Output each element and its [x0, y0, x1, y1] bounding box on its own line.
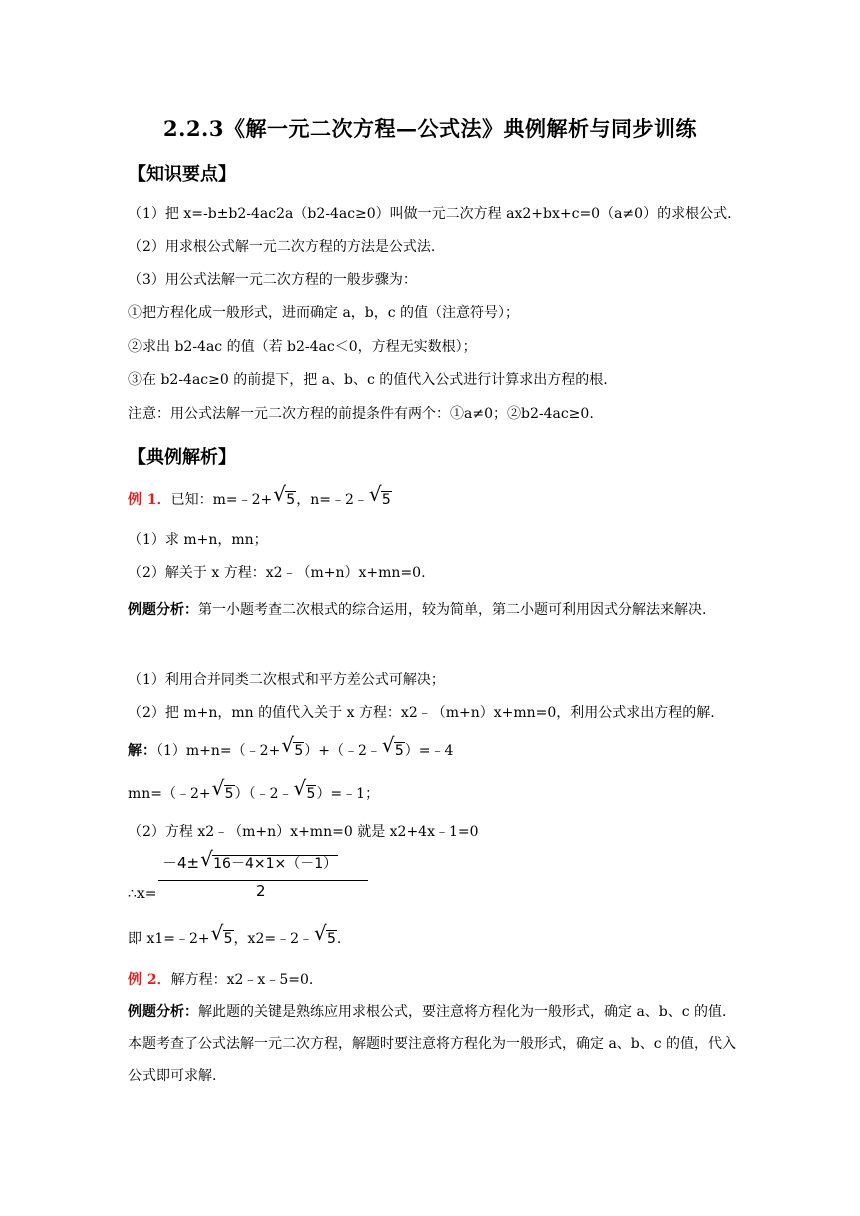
section-heading-knowledge: 【知识要点】: [128, 164, 236, 185]
quadratic-formula-fraction: [128, 847, 388, 902]
example-2-analysis: 例题分析：解此题的关键是熟练应用求根公式，要注意将方程化为一般形式，确定 a、b、c 的值．本题考查了公式法解一元二次方程，解题时要注意将方程化为一般形式，确定 a、b、c 的值，代入公式即可求解.: [128, 1004, 737, 1084]
example-label: 例 1．: [128, 492, 171, 508]
knowledge-point: ②求出 b2-4ac 的值（若 b2-4ac＜0，方程无实数根）；: [128, 339, 477, 355]
fraction-denominator: 2: [256, 882, 266, 900]
example-1-analysis: 例题分析：第一小题考查二次根式的综合运用，较为简单，第二小题可利用因式分解法来解决.: [128, 602, 707, 618]
analysis-label: 例题分析：: [128, 1004, 198, 1020]
sqrt-symbol: √ 16－4×1×（－1）: [200, 847, 338, 872]
knowledge-point: ①把方程化成一般形式，进而确定 a，b，c 的值（注意符号）；: [128, 305, 520, 321]
sqrt-symbol: √ 5: [381, 733, 404, 759]
example-1-analysis-1: （1）利用合并同类二次根式和平方差公式可解决；: [128, 672, 445, 688]
example-1-given: 例 1．已知：m=﹣2+ √ 5，n=﹣2﹣ √ 5: [128, 482, 391, 508]
page-title: 2.2.3《解一元二次方程—公式法》典例解析与同步训练: [163, 116, 697, 141]
example-label: 例 2．: [128, 972, 171, 988]
solution-label: 解：: [128, 743, 156, 759]
example-1-solution-line-1: 解：（1）m+n=（﹣2+ √ 5）+（﹣2﹣ √ 5）=﹣4: [128, 733, 454, 759]
fraction-bar: [158, 880, 368, 881]
knowledge-point: （2）用求根公式解一元二次方程的方法是公式法.: [128, 239, 436, 255]
sqrt-symbol: √ 5: [293, 776, 316, 802]
example-1-solution-line-3: （2）方程 x2﹣（m+n）x+mn=0 就是 x2+4x﹣1=0: [128, 824, 479, 840]
example-1-solution-line-4: 即 x1=﹣2+ √ 5，x2=﹣2﹣ √ 5.: [128, 921, 342, 947]
example-1-question-1: （1）求 m+n，mn；: [128, 532, 268, 548]
sqrt-symbol: √ 5: [273, 482, 296, 508]
sqrt-symbol: √ 5: [281, 733, 304, 759]
analysis-label: 例题分析：: [128, 602, 198, 618]
knowledge-point: ③在 b2-4ac≥0 的前提下，把 a、b、c 的值代入公式进行计算求出方程的根.: [128, 372, 608, 388]
sqrt-symbol: √ 5: [368, 482, 391, 508]
sqrt-symbol: √ 5: [211, 776, 234, 802]
example-1-question-2: （2）解关于 x 方程：x2﹣（m+n）x+mn=0.: [128, 565, 426, 581]
example-1-analysis-2: （2）把 m+n，mn 的值代入关于 x 方程：x2﹣（m+n）x+mn=0，利用公式求出方程的解.: [128, 705, 715, 721]
knowledge-note: 注意：用公式法解一元二次方程的前提条件有两个：①a≠0；②b2-4ac≥0.: [128, 406, 594, 422]
knowledge-point: （1）把 x=-b±b2-4ac2a（b2-4ac≥0）叫做一元二次方程 ax2+bx+c=0（a≠0）的求根公式.: [128, 206, 732, 222]
section-heading-examples: 【典例解析】: [128, 447, 236, 468]
therefore-symbol: ∴x=: [128, 886, 157, 902]
sqrt-symbol: √ 5: [210, 921, 233, 947]
fraction-numerator: －4± √ 16－4×1×（－1）: [162, 847, 338, 872]
sqrt-symbol: √ 5: [314, 921, 336, 947]
example-2-question: 例 2．解方程：x2﹣x﹣5=0.: [128, 972, 314, 988]
knowledge-point: （3）用公式法解一元二次方程的一般步骤为：: [128, 272, 417, 288]
example-1-solution-line-2: mn=（﹣2+ √ 5）（﹣2﹣ √ 5）=﹣1；: [128, 776, 380, 802]
